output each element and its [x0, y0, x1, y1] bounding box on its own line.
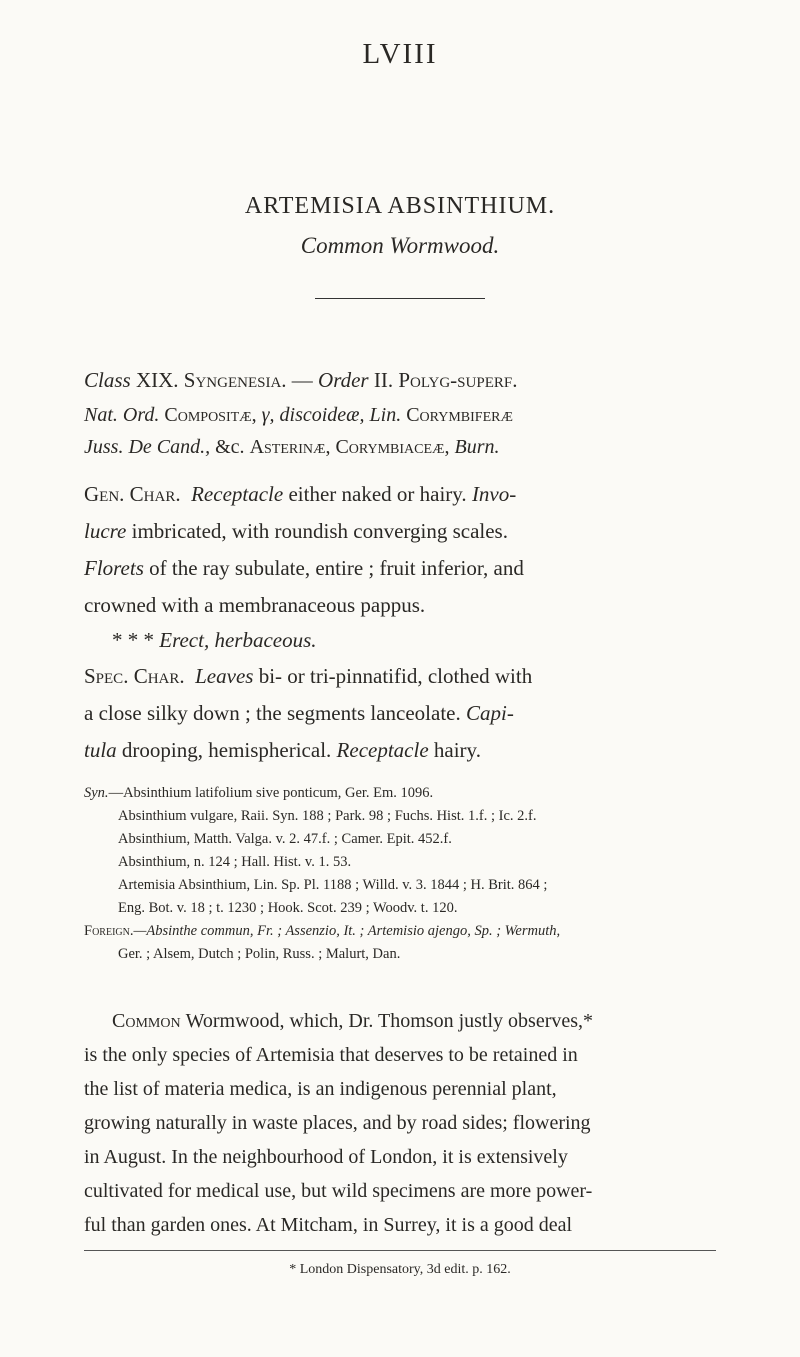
- gen-char-line-5: [112, 628, 317, 653]
- synonym-line: Eng. Bot. v. 18 ; t. 1230 ; Hook. Scot. 239 ; Woodv. t. 120.: [118, 900, 458, 916]
- natord-burn: Burn.: [454, 436, 500, 458]
- gen-char-label: Gen. Char.: [84, 482, 181, 506]
- order-value: II.: [368, 368, 399, 392]
- syn-label: Syn.: [84, 785, 109, 801]
- natord-juss: Juss.: [84, 436, 124, 458]
- asterisks: * * *: [112, 628, 160, 652]
- body-line-5: in August. In the neighbourhood of London, it is extensively: [84, 1146, 568, 1168]
- gen-char-text: of the ray subulate, entire ; fruit inferior, and: [143, 556, 524, 580]
- spec-char-tula: tula: [84, 738, 117, 762]
- synonym-line: Absinthium, n. 124 ; Hall. Hist. v. 1. 53.: [118, 854, 352, 870]
- synonym-line: Absinthium, Matth. Valga. v. 2. 47.f. ; Camer. Epit. 452.f.: [118, 831, 452, 847]
- foreign-line: [84, 923, 560, 940]
- foreign-label: Foreign.: [84, 923, 134, 939]
- title-divider: [315, 298, 485, 299]
- natord-decand: De Cand.,: [123, 436, 211, 458]
- class-name: Syngenesia.: [183, 368, 287, 392]
- synonym-line: Absinthium vulgare, Raii. Syn. 188 ; Park. 98 ; Fuchs. Hist. 1.f. ; Ic. 2.f.: [118, 808, 537, 824]
- order-name: Polyg-superf.: [398, 368, 518, 392]
- natural-order-line: [84, 404, 513, 427]
- gen-char-florets: Florets: [84, 556, 144, 580]
- class-line: [84, 368, 517, 393]
- natural-order-line-2: [84, 436, 499, 459]
- spec-char-text: bi- or tri-pinnatifid, clothed with: [253, 664, 533, 688]
- syn-text: —Absinthium latifolium sive ponticum, Ger. Em. 1096.: [108, 785, 434, 801]
- natord-label: Nat. Ord.: [84, 404, 160, 426]
- gen-char-line-3: [84, 556, 524, 581]
- body-line-6: cultivated for medical use, but wild specimens are more power-: [84, 1180, 593, 1202]
- gen-char-line-2: [84, 519, 508, 544]
- synonym-line: Artemisia Absinthium, Lin. Sp. Pl. 1188 ; Willd. v. 3. 1844 ; H. Brit. 864 ;: [118, 877, 548, 893]
- body-line-1: [112, 1010, 593, 1033]
- gen-char-receptacle: Receptacle: [191, 482, 284, 506]
- spec-char-line-3: [84, 738, 481, 763]
- natord-etc: &c.: [210, 436, 250, 458]
- gen-char-line-4: crowned with a membranaceous pappus.: [84, 593, 426, 617]
- common-name: Common Wormwood.: [300, 233, 500, 258]
- foreign-text: —Absinthe commun, Fr. ; Assenzio, It. ; Artemisio ajengo, Sp. ; Wermuth,: [133, 923, 561, 939]
- gen-char-invo: Invo-: [471, 482, 517, 506]
- natord-asterinae: Asterinæ, Corymbiaceæ,: [249, 436, 455, 458]
- class-value: XIX.: [130, 368, 184, 392]
- gen-char-lucre: lucre: [84, 519, 127, 543]
- natord-corymbiferae: Corymbiferæ: [401, 404, 513, 426]
- spec-char-text: a close silky down ; the segments lanceolate.: [84, 701, 466, 725]
- spec-char-line-2: [84, 701, 514, 726]
- order-label: Order: [318, 368, 369, 392]
- body-line-3: the list of materia medica, is an indigenous perennial plant,: [84, 1078, 557, 1100]
- plant-title: ARTEMISIA ABSINTHIUM.: [244, 193, 556, 219]
- body-text: Wormwood, which, Dr. Thomson justly observes,*: [185, 1010, 594, 1032]
- footnote: * London Dispensatory, 3d edit. p. 162.: [289, 1262, 511, 1277]
- class-label: Class: [84, 368, 131, 392]
- body-line-2: is the only species of Artemisia that deserves to be retained in: [84, 1044, 578, 1066]
- spec-char-line-1: [84, 664, 532, 689]
- footnote-divider: [84, 1250, 716, 1251]
- spec-char-label: Spec. Char.: [84, 664, 185, 688]
- natord-discoideae: discoideæ,: [274, 404, 370, 426]
- body-line-4: growing naturally in waste places, and by road sides; flowering: [84, 1112, 591, 1134]
- spec-char-leaves: Leaves: [195, 664, 254, 688]
- page-number: LVIII: [362, 38, 438, 70]
- natord-greek: γ,: [261, 404, 275, 426]
- natord-compositae: Compositæ,: [159, 404, 262, 426]
- body-line-7: ful than garden ones. At Mitcham, in Surrey, it is a good deal: [84, 1214, 573, 1236]
- spec-char-text: hairy.: [428, 738, 481, 762]
- natord-lin: Lin.: [369, 404, 402, 426]
- foreign-line-2: Ger. ; Alsem, Dutch ; Polin, Russ. ; Malurt, Dan.: [118, 946, 401, 962]
- body-lead: Common: [112, 1010, 186, 1032]
- spec-char-capi: Capi-: [465, 701, 514, 725]
- spec-char-text: drooping, hemispherical.: [116, 738, 337, 762]
- gen-char-habit: Erect, herbaceous.: [159, 628, 317, 652]
- synonym-line: [84, 785, 433, 802]
- spec-char-receptacle: Receptacle: [336, 738, 429, 762]
- dash: —: [286, 368, 319, 392]
- gen-char-line-1: [84, 482, 516, 507]
- gen-char-text: either naked or hairy.: [283, 482, 472, 506]
- gen-char-text: imbricated, with roundish converging scales.: [126, 519, 508, 543]
